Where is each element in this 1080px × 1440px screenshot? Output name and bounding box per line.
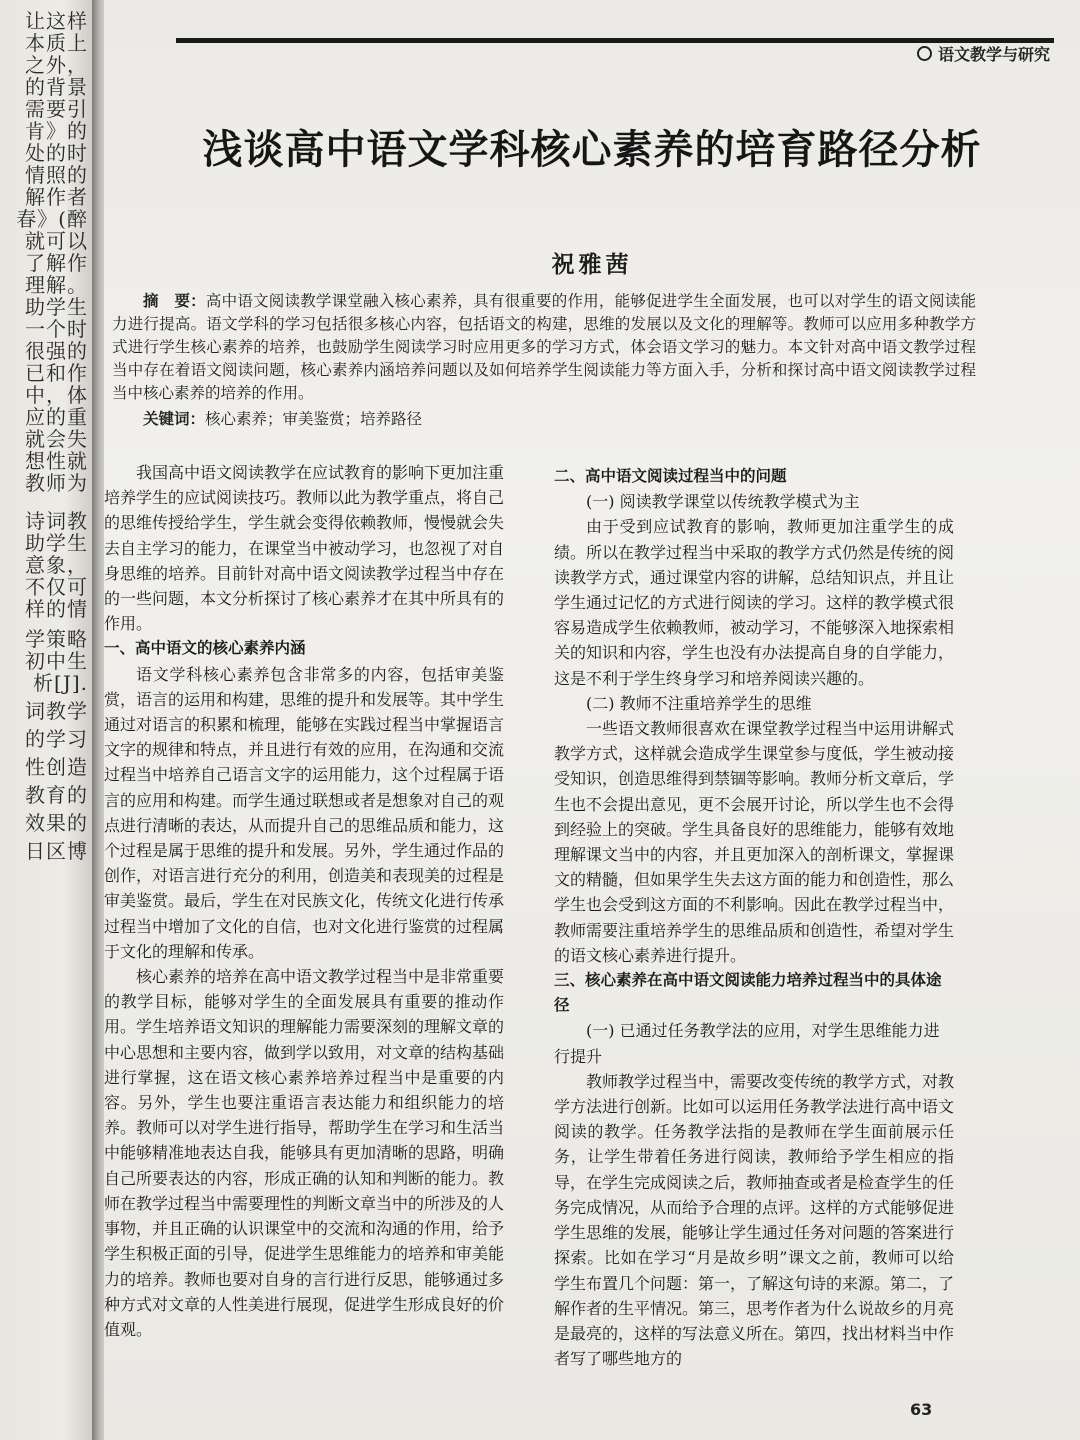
subheading-3: (一) 已通过任务教学法的应用，对学生思维能力进行提升 <box>554 1021 940 1066</box>
left-page-fragment: 诗词教 <box>25 509 88 533</box>
left-page-fragment: 的背景 <box>25 75 88 99</box>
left-page-fragment: 理解。 <box>25 273 88 297</box>
left-page-fragment: 就会失 <box>25 427 88 451</box>
left-page-fragment: 不仅可 <box>25 575 88 599</box>
keywords-paragraph <box>112 408 976 431</box>
adjacent-left-page <box>0 0 92 1440</box>
journal-page <box>104 0 1080 1440</box>
right-text-column <box>554 464 954 1371</box>
left-page-fragment: 中，体 <box>25 383 88 407</box>
left-page-fragment: 词教学 <box>25 699 88 723</box>
left-page-fragment: 之外， <box>25 53 88 77</box>
left-page-fragment: 初中生 <box>25 649 88 673</box>
left-page-fragment: 春》(醉 <box>16 207 88 231</box>
page-number: 63 <box>910 1400 933 1419</box>
body-paragraph-4: 一些语文教师很喜欢在课堂教学过程当中运用讲解式教学方式，这样就会造成学生课堂参与度低，学生被动接受知识，创造思维得到禁锢等影响。教师分析文章后，学生也不会提出意见，更不会展开讨论，所以学生也不会得到经验上的突破。学生具备良好的思维能力，能够有效地理解课文当中的内容，并且更加深入的剖析课文，掌握课文的精髓，但如果学生失去这方面的能力和创造性，那么学生也会受到这方面的不利影响。因此在教学过程当中，教师需要注重培养学生的思维品质和创造性，希望对学生的语文核心素养进行提升。 <box>554 719 955 965</box>
left-page-fragment: 助学生 <box>25 531 88 555</box>
article-title: 浅谈高中语文学科核心素养的培育路径分析 <box>202 127 982 173</box>
intro-paragraph: 我国高中语文阅读教学在应试教育的影响下更加注重培养学生的应试阅读技巧。教师以此为教学重点，将自己的思维传授给学生，学生就会变得依赖教师，慢慢就会失去自主学习的能力，在课堂当中被动学习，也忽视了对自身思维的培养。目前针对高中语文阅读教学过程当中存在的一些问题，本文分析探讨了核心素养才在其中所具有的作用。 <box>104 463 505 634</box>
left-page-fragment: 了解作 <box>25 251 88 275</box>
abstract-label: 摘 要： <box>143 292 206 310</box>
left-page-fragment: 解作者 <box>25 185 88 209</box>
abstract-paragraph <box>112 290 976 405</box>
left-page-fragment: 效果的 <box>25 811 88 835</box>
left-page-fragment: 肯》的 <box>25 119 88 143</box>
body-paragraph-2: 核心素养的培养在高中语文教学过程当中是非常重要的教学目标，能够对学生的全面发展具有重要的推动作用。学生培养语文知识的理解能力需要深刻的理解文章的中心思想和主要内容，做到学以致用，对文章的结构基础进行掌握，这在语文核心素养培养过程当中是重要的内容。另外，学生也要注重语言表达能力和组织能力的培养。教师可以对学生进行指导，帮助学生在学习和生活当中能够精准地表达自我，能够具有更加清晰的思路，明确自己所要表达的内容，形成正确的认知和判断的能力。教师在教学过程当中需要理性的判断文章当中的所涉及的人事物，并且正确的认识课堂中的交流和沟通的作用，给予学生积极正面的引导，促进学生思维能力的培养和审美能力的培养。教师也要对自身的言行进行反思，能够通过多种方式对文章的人性美进行展现，促进学生形成良好的价值观。 <box>104 967 505 1339</box>
abstract-block <box>112 290 976 431</box>
left-page-fragment: 教师为 <box>25 471 88 495</box>
left-page-fragment: 就可以 <box>25 229 88 253</box>
left-page-fragment: 处的时 <box>25 141 88 165</box>
left-page-fragment: 本质上 <box>25 31 88 55</box>
subheading-2: (二) 教师不注重培养学生的思维 <box>586 693 812 713</box>
left-page-fragment: 一个时 <box>25 317 88 341</box>
left-page-fragment: 已和作 <box>25 361 88 385</box>
abstract-text: 高中语文阅读教学课堂融入核心素养，具有很重要的作用，能够促进学生全面发展，也可以对学生的语文阅读能力进行提高。语文学科的学习包括很多核心内容，包括语文的构建，思维的发展以及文化的理解等。教师可以应用多种教学方式进行学生核心素养的培养，也鼓励学生阅读学习时应用更多的学习方式，体会语文学习的魅力。本文针对高中语文教学过程当中存在着语文阅读问题，核心素养内涵培养问题以及如何培养学生阅读能力等方面入手，分析和探讨高中语文阅读教学过程当中核心素养的培养的作用。 <box>112 292 976 402</box>
left-page-fragment: 让这样 <box>25 9 88 33</box>
left-page-fragment: 的学习 <box>25 727 88 751</box>
subheading-1: (一) 阅读教学课堂以传统教学模式为主 <box>586 492 860 512</box>
section-heading-2: 二、高中语文阅读过程当中的问题 <box>554 467 787 485</box>
left-page-fragment: 应的重 <box>25 405 88 429</box>
left-page-fragment: 情照的 <box>25 163 88 187</box>
left-page-fragment: 性创造 <box>25 755 88 779</box>
article-author: 祝雅茜 <box>551 251 633 278</box>
left-page-fragment: 教育的 <box>25 783 88 807</box>
left-page-fragment: 助学生 <box>25 295 88 319</box>
circle-icon <box>917 46 932 61</box>
left-page-fragment: 意象， <box>25 553 88 577</box>
left-page-fragment: 需要引 <box>25 97 88 121</box>
left-text-column <box>104 460 504 1342</box>
left-page-fragment: 样的情 <box>25 597 88 621</box>
left-page-fragment: 学策略 <box>25 627 88 651</box>
section-heading-1: 一、高中语文的核心素养内涵 <box>104 639 306 658</box>
left-page-fragment: 想性就 <box>25 449 88 473</box>
body-paragraph-1: 语文学科核心素养包含非常多的内容，包括审美鉴赏，语言的运用和构建，思维的提升和发展等。其中学生通过对语言的积累和梳理，能够在实践过程当中掌握语言文字的规律和特点，并且进行有效的应用，在沟通和交流过程当中培养自己语言文字的运用能力，这个过程属于语言的应用和构建。而学生通过联想或者是想象对自己的观点进行清晰的表达，从而提升自己的思维品质和能力，这个过程是属于思维的提升和发展。另外，学生通过作品的创作，对语言进行充分的利用，创造美和表现美的过程是审美鉴赏。最后，学生在对民族文化，传统文化进行传承过程当中增加了文化的自信，也对文化进行鉴赏的过程属于文化的理解和传承。 <box>104 664 505 961</box>
section-tag <box>917 42 1050 65</box>
keywords-label: 关键词： <box>143 410 206 428</box>
left-page-fragment: 日区博 <box>25 839 88 863</box>
section-name: 语文教学与研究 <box>937 45 1050 64</box>
body-paragraph-3: 由于受到应试教育的影响，教师更加注重学生的成绩。所以在教学过程当中采取的教学方式仍然是传统的阅读教学方式，通过课堂内容的讲解，总结知识点，并且让学生通过记忆的方式进行阅读的学习。这样的教学模式很容易造成学生依赖教师，被动学习，不能够深入地探索相关的知识和内容，学生也没有办法提高自身的自学能力，这是不利于学生终身学习和培养阅读兴趣的。 <box>554 517 955 688</box>
left-page-fragment: 析[J]. <box>33 671 88 695</box>
left-page-fragment: 很强的 <box>25 339 88 363</box>
body-paragraph-5: 教师教学过程当中，需要改变传统的教学方式，对教学方法进行创新。比如可以运用任务教学法进行高中语文阅读的教学。任务教学法指的是教师在学生面前展示任务，让学生带着任务进行阅读，教师给予学生相应的指导，在学生完成阅读之后，教师抽查或者是检查学生的任务完成情况，从而给予合理的点评。这样的方式能够促进学生思维的发展，能够让学生通过任务对问题的答案进行探索。比如在学习“月是故乡明”课文之前，教师可以给学生布置几个问题：第一，了解这句诗的来源。第二，了解作者的生平情况。第三，思考作者为什么说故乡的月亮是最亮的，这样的写法意义所在。第四，找出材料当中作者写了哪些地方的 <box>554 1071 955 1369</box>
keywords-text: 核心素养；审美鉴赏；培养路径 <box>205 410 423 428</box>
section-heading-3: 三、核心素养在高中语文阅读能力培养过程当中的具体途径 <box>554 971 942 1015</box>
